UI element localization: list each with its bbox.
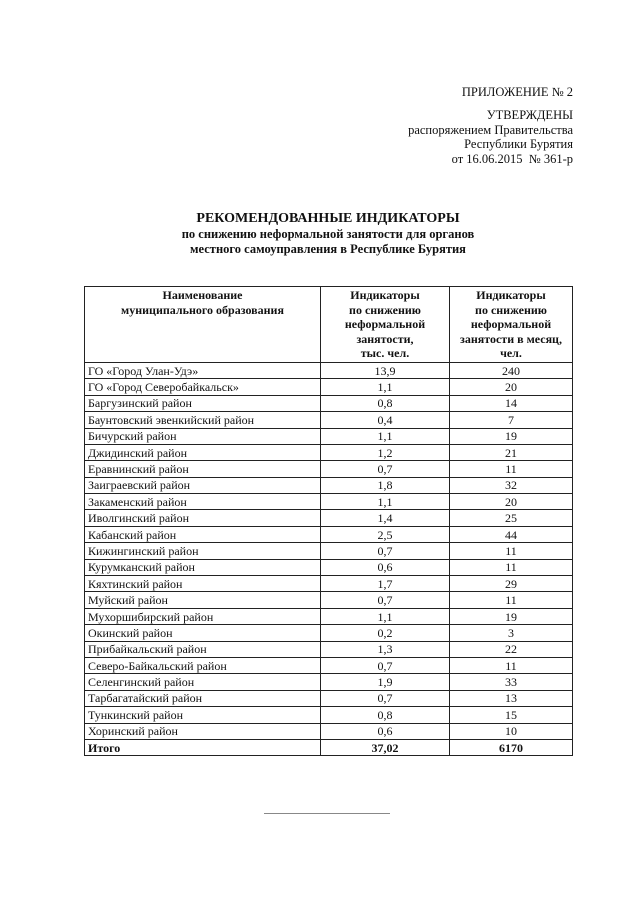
indicator-monthly-cell: 11 xyxy=(450,559,573,575)
indicator-thousand-cell: 0,6 xyxy=(321,559,450,575)
header-text: чел. xyxy=(500,346,522,361)
title-line-3: местного самоуправления в Республике Бурятия xyxy=(190,242,466,256)
municipality-name-cell: Муйский район xyxy=(85,592,321,608)
indicator-thousand-cell: 1,1 xyxy=(321,608,450,624)
indicator-monthly-cell: 33 xyxy=(450,674,573,690)
table-row xyxy=(85,444,573,460)
municipality-name-cell: Селенгинский район xyxy=(85,674,321,690)
indicator-thousand-cell: 0,2 xyxy=(321,625,450,641)
table-header-row xyxy=(85,287,573,363)
approved-by-line-2: Республики Бурятия xyxy=(464,137,573,151)
table-row xyxy=(85,576,573,592)
approved-by-line-1: распоряжением Правительства xyxy=(408,122,573,137)
total-thousand-cell: 37,02 xyxy=(321,739,450,755)
municipality-name-cell: Иволгинский район xyxy=(85,510,321,526)
indicator-thousand-cell: 0,7 xyxy=(321,658,450,674)
table-body xyxy=(85,362,573,755)
title-line-2: по снижению неформальной занятости для органов xyxy=(181,227,475,241)
table-row xyxy=(85,379,573,395)
table-row xyxy=(85,690,573,706)
indicator-monthly-cell: 20 xyxy=(450,494,573,510)
municipality-name-cell: Джидинский район xyxy=(85,444,321,460)
municipality-name-cell: Кяхтинский район xyxy=(85,576,321,592)
table-row xyxy=(85,543,573,559)
table-row xyxy=(85,608,573,624)
indicator-monthly-cell: 15 xyxy=(450,707,573,723)
table-row xyxy=(85,723,573,739)
total-monthly-cell: 6170 xyxy=(450,739,573,755)
municipality-name-cell: Хоринский район xyxy=(85,723,321,739)
indicator-monthly-cell: 44 xyxy=(450,526,573,542)
indicator-monthly-cell: 11 xyxy=(450,543,573,559)
header-text: по снижению xyxy=(349,302,421,317)
table-row xyxy=(85,362,573,378)
municipality-name-cell: Закаменский район xyxy=(85,494,321,510)
indicator-monthly-cell: 25 xyxy=(450,510,573,526)
header-text: занятости, xyxy=(356,331,414,346)
table-row xyxy=(85,707,573,723)
municipality-name-cell: Кабанский район xyxy=(85,526,321,542)
indicator-monthly-cell: 10 xyxy=(450,723,573,739)
municipality-name-cell: Курумканский район xyxy=(85,559,321,575)
header-text: занятости в месяц, xyxy=(460,331,562,346)
indicator-monthly-cell: 29 xyxy=(450,576,573,592)
indicator-thousand-cell: 0,7 xyxy=(321,461,450,477)
header-text: Индикаторы xyxy=(476,288,546,302)
municipality-name-cell: Баунтовский эвенкийский район xyxy=(85,412,321,428)
indicator-thousand-cell: 0,6 xyxy=(321,723,450,739)
indicators-table xyxy=(84,286,573,756)
approved-date: от 16.06.2015 № 361-р xyxy=(451,151,573,166)
municipality-name-cell: Тарбагатайский район xyxy=(85,690,321,706)
footer-divider xyxy=(264,813,390,814)
header-text: Индикаторы xyxy=(350,288,420,302)
header-text: Наименование xyxy=(162,288,243,302)
indicator-thousand-cell: 0,7 xyxy=(321,690,450,706)
municipality-name-cell: Бичурский район xyxy=(85,428,321,444)
indicator-thousand-cell: 1,7 xyxy=(321,576,450,592)
indicator-thousand-cell: 2,5 xyxy=(321,526,450,542)
header-text: неформальной xyxy=(344,317,426,332)
indicator-monthly-cell: 21 xyxy=(450,444,573,460)
total-label-cell: Итого xyxy=(85,739,321,755)
indicator-thousand-cell: 1,4 xyxy=(321,510,450,526)
indicator-monthly-cell: 11 xyxy=(450,658,573,674)
municipality-name-cell: Прибайкальский район xyxy=(85,641,321,657)
table-row xyxy=(85,592,573,608)
column-header-name xyxy=(85,287,321,363)
appendix-number: ПРИЛОЖЕНИЕ № 2 xyxy=(461,85,573,99)
table-row xyxy=(85,412,573,428)
table-row xyxy=(85,658,573,674)
indicator-thousand-cell: 1,3 xyxy=(321,641,450,657)
indicator-thousand-cell: 13,9 xyxy=(321,362,450,378)
header-text: тыс. чел. xyxy=(360,346,410,361)
indicator-thousand-cell: 1,9 xyxy=(321,674,450,690)
column-header-thousand xyxy=(321,287,450,363)
indicator-monthly-cell: 22 xyxy=(450,641,573,657)
indicator-monthly-cell: 3 xyxy=(450,625,573,641)
document-title xyxy=(60,210,596,257)
municipality-name-cell: ГО «Город Улан-Удэ» xyxy=(85,362,321,378)
indicator-monthly-cell: 14 xyxy=(450,395,573,411)
municipality-name-cell: Кижингинский район xyxy=(85,543,321,559)
table-row xyxy=(85,641,573,657)
indicator-monthly-cell: 240 xyxy=(450,362,573,378)
municipality-name-cell: Окинский район xyxy=(85,625,321,641)
indicator-thousand-cell: 1,2 xyxy=(321,444,450,460)
municipality-name-cell: Мухоршибирский район xyxy=(85,608,321,624)
municipality-name-cell: ГО «Город Северобайкальск» xyxy=(85,379,321,395)
approval-block xyxy=(300,108,573,166)
municipality-name-cell: Баргузинский район xyxy=(85,395,321,411)
table-row xyxy=(85,510,573,526)
table-row xyxy=(85,477,573,493)
indicator-monthly-cell: 7 xyxy=(450,412,573,428)
column-header-monthly xyxy=(450,287,573,363)
indicator-thousand-cell: 0,8 xyxy=(321,395,450,411)
indicator-monthly-cell: 19 xyxy=(450,428,573,444)
table-row xyxy=(85,674,573,690)
table-row xyxy=(85,559,573,575)
municipality-name-cell: Тункинский район xyxy=(85,707,321,723)
indicator-thousand-cell: 1,1 xyxy=(321,494,450,510)
table-row xyxy=(85,461,573,477)
approved-label: УТВЕРЖДЕНЫ xyxy=(486,108,573,122)
header-text: по снижению xyxy=(475,302,547,317)
table-row xyxy=(85,395,573,411)
indicator-thousand-cell: 0,4 xyxy=(321,412,450,428)
table-total-row xyxy=(85,739,573,755)
indicator-thousand-cell: 1,1 xyxy=(321,428,450,444)
table-row xyxy=(85,526,573,542)
municipality-name-cell: Заиграевский район xyxy=(85,477,321,493)
municipality-name-cell: Северо-Байкальский район xyxy=(85,658,321,674)
table-row xyxy=(85,428,573,444)
indicator-monthly-cell: 19 xyxy=(450,608,573,624)
indicator-monthly-cell: 20 xyxy=(450,379,573,395)
indicator-thousand-cell: 0,7 xyxy=(321,543,450,559)
table-row xyxy=(85,494,573,510)
indicator-thousand-cell: 1,1 xyxy=(321,379,450,395)
title-line-1: РЕКОМЕНДОВАННЫЕ ИНДИКАТОРЫ xyxy=(196,211,460,226)
header-text: муниципального образования xyxy=(121,302,284,317)
indicator-thousand-cell: 1,8 xyxy=(321,477,450,493)
indicator-thousand-cell: 0,8 xyxy=(321,707,450,723)
table-row xyxy=(85,625,573,641)
indicator-monthly-cell: 11 xyxy=(450,592,573,608)
indicator-monthly-cell: 32 xyxy=(450,477,573,493)
header-text: неформальной xyxy=(470,317,552,332)
indicator-thousand-cell: 0,7 xyxy=(321,592,450,608)
indicator-monthly-cell: 11 xyxy=(450,461,573,477)
indicator-monthly-cell: 13 xyxy=(450,690,573,706)
municipality-name-cell: Еравнинский район xyxy=(85,461,321,477)
